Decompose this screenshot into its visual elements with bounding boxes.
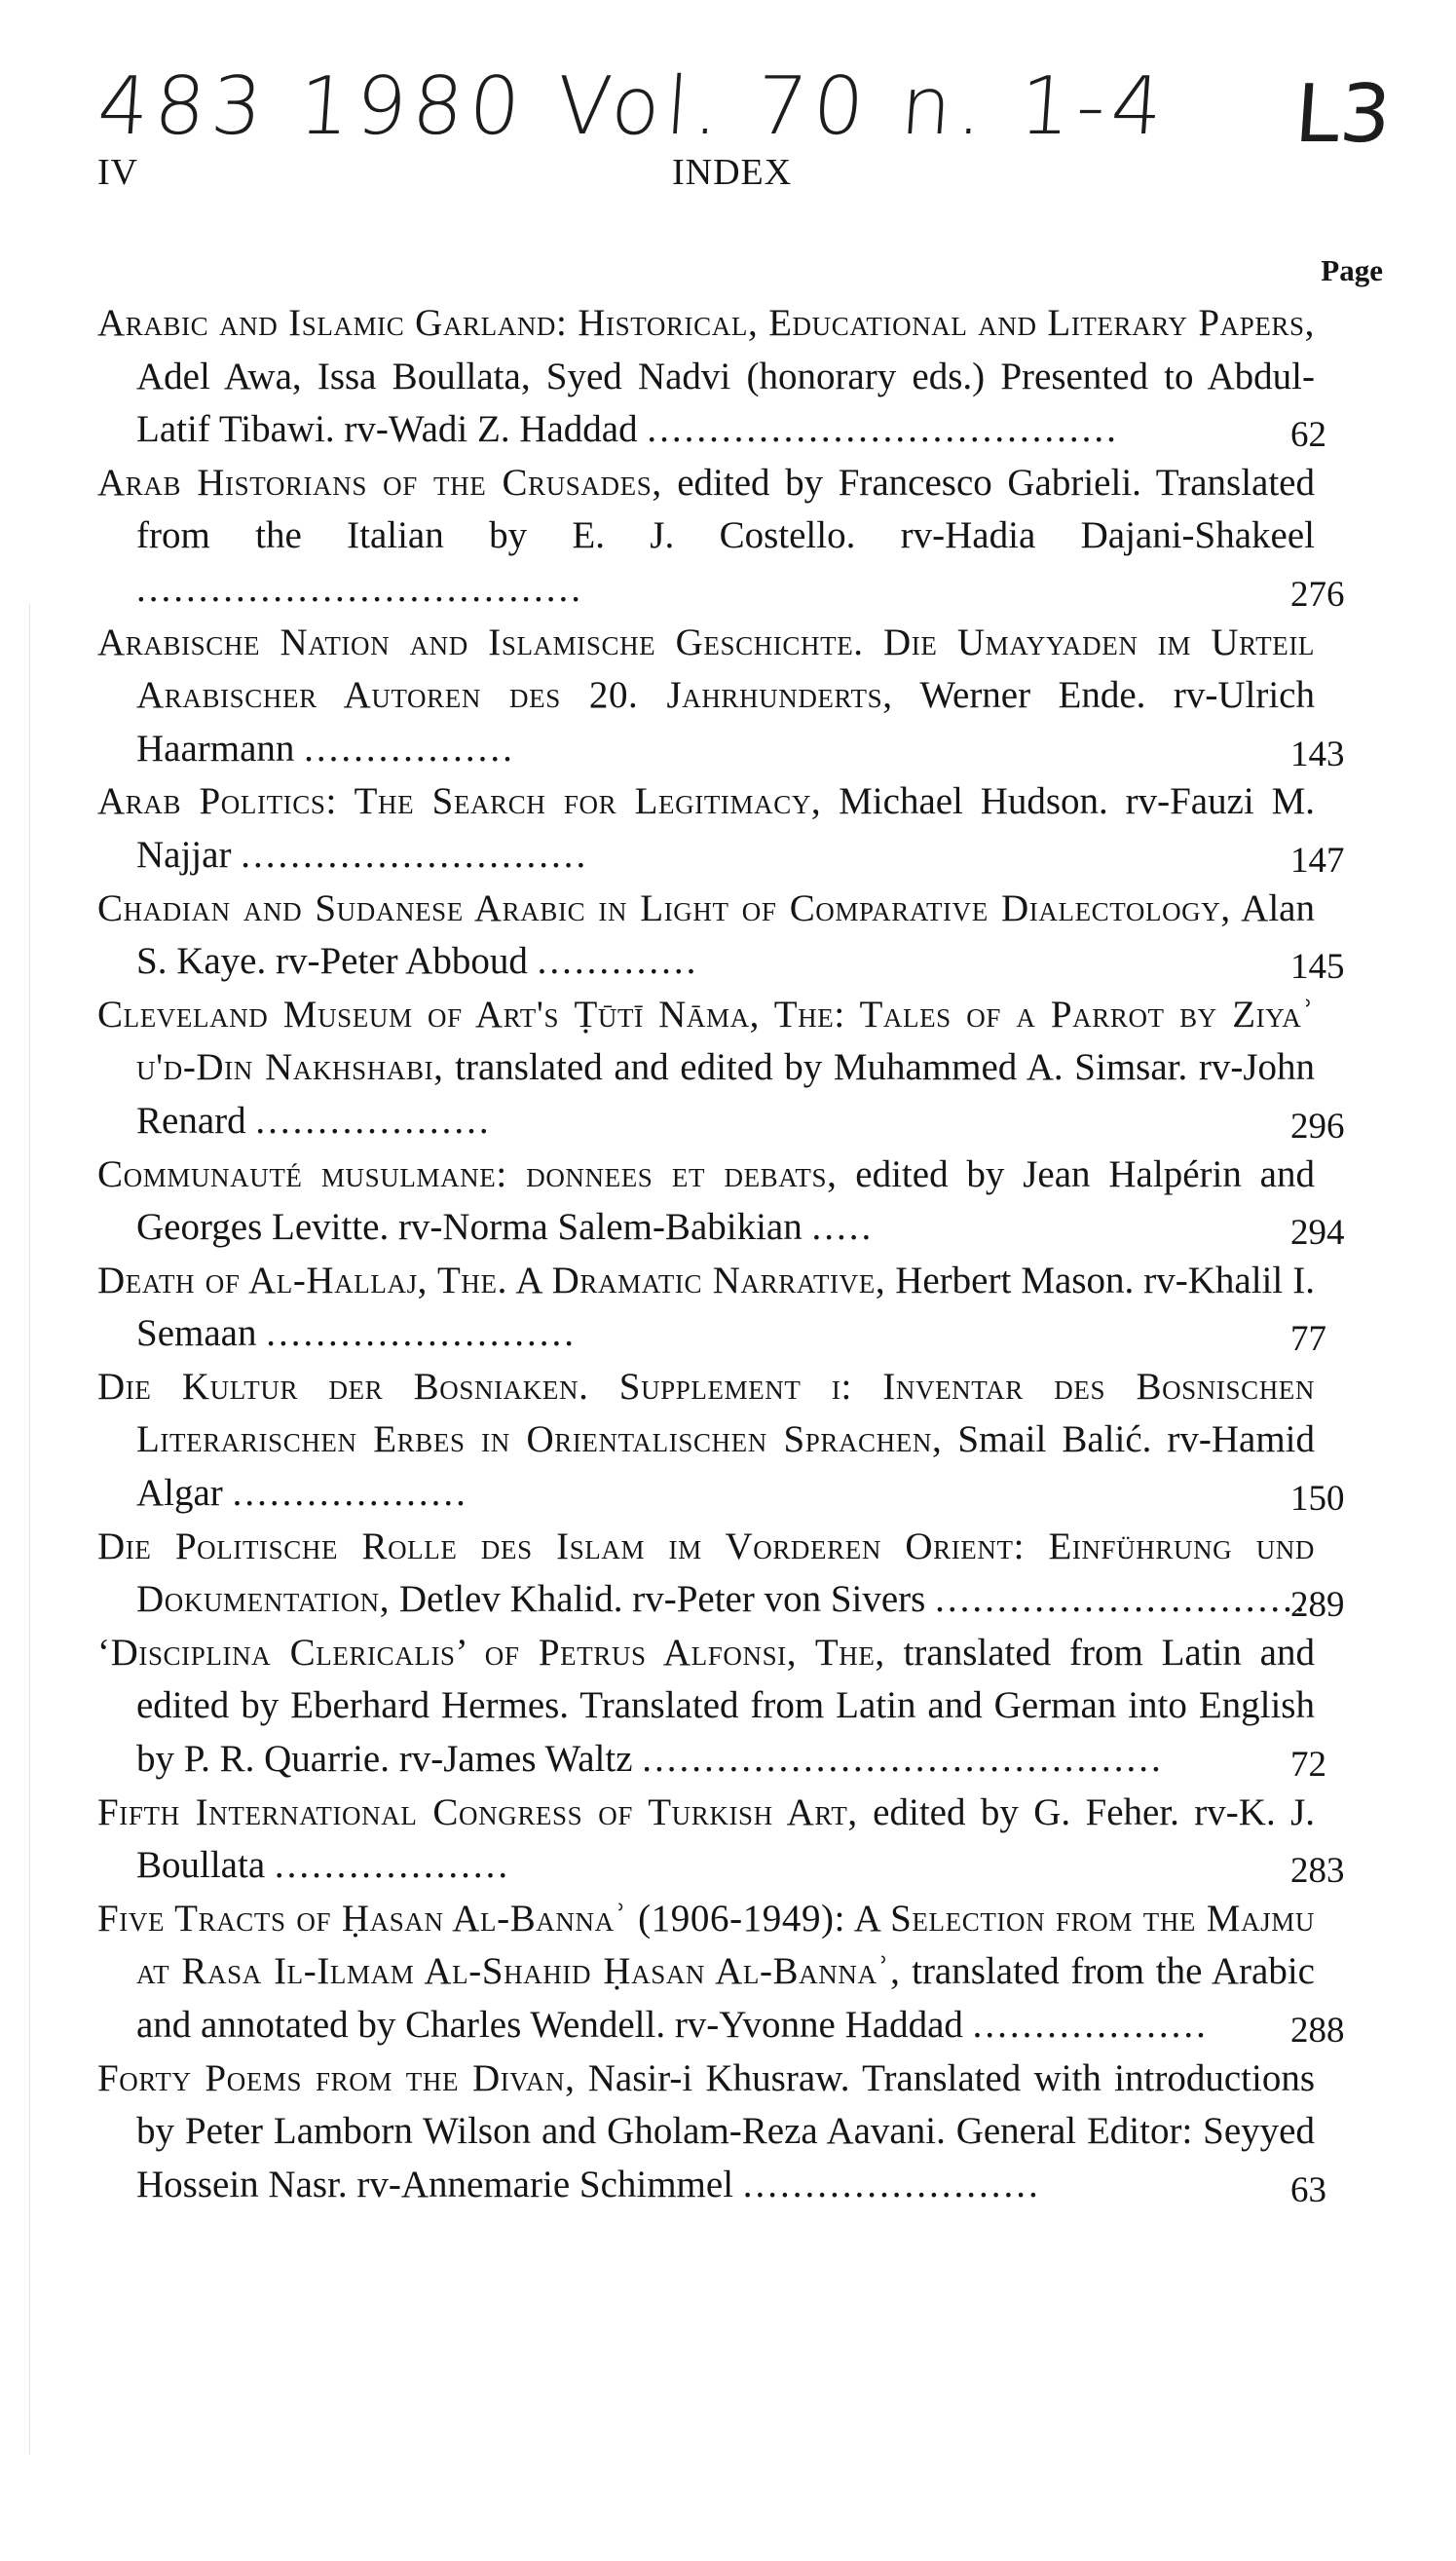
dot-leader: .................................... xyxy=(136,567,583,610)
entry-details: translated and edited by Muhammed A. Simsar. rv-John Renard xyxy=(136,1046,1315,1142)
entry-page-number: 77 xyxy=(1290,1319,1326,1360)
entry-details: edited by Francesco Gabrieli. Translated from the Italian by E. J. Costello. rv-Hadia Dajani-Shakeel xyxy=(136,461,1315,557)
entry-title: Arab Politics: The Search for Legitimacy, xyxy=(97,780,822,823)
index-entry xyxy=(97,1149,1345,1255)
index-entry xyxy=(97,883,1345,989)
entry-title: Death of Al-Hallaj, The. A Dramatic Narrative, xyxy=(97,1259,886,1301)
entry-title: Chadian and Sudanese Arabic in Light of Comparative Dialectology, xyxy=(97,886,1231,929)
entry-page-number: 63 xyxy=(1290,2169,1326,2210)
entry-details: Herbert Mason. rv-Khalil I. Semaan xyxy=(136,1259,1315,1355)
entry-details: Detlev Khalid. rv-Peter von Sivers xyxy=(390,1578,926,1621)
entry-title: Die Politische Rolle des Islam im Vorderen Orient: Einführung und Dokumentation, xyxy=(97,1525,1315,1621)
index-entry xyxy=(97,457,1345,617)
entry-page-number: 296 xyxy=(1290,1106,1345,1147)
index-entry xyxy=(97,1361,1345,1521)
dot-leader: .............................. xyxy=(935,1578,1308,1621)
dot-leader: ................... xyxy=(972,2004,1209,2046)
index-entry xyxy=(97,775,1345,882)
entry-title: Communauté musulmane: donnees et debats, xyxy=(97,1152,838,1195)
dot-leader: ............. xyxy=(537,940,699,983)
dot-leader: ..... xyxy=(811,1206,875,1249)
entry-page-number: 145 xyxy=(1290,947,1345,988)
page-title: INDEX xyxy=(672,152,793,193)
index-entry xyxy=(97,617,1345,776)
entry-title: ‘Disciplina Clericalis’ of Petrus Alfonsi, The, xyxy=(97,1631,885,1674)
dot-leader: ................. xyxy=(304,727,515,770)
entry-page-number: 62 xyxy=(1290,415,1326,456)
dot-leader: ............................ xyxy=(241,833,589,876)
entry-page-number: 276 xyxy=(1290,574,1345,615)
entry-page-number: 289 xyxy=(1290,1585,1345,1626)
index-entry xyxy=(97,1787,1345,1893)
index-entry xyxy=(97,1627,1326,1787)
dot-leader: ................... xyxy=(232,1472,468,1515)
dot-leader: ................... xyxy=(274,1844,511,1887)
entry-page-number: 150 xyxy=(1290,1479,1345,1520)
entry-details: Smail Balić. rv-Hamid Algar xyxy=(136,1418,1315,1515)
entry-title: Five Tracts of Ḥasan Al-Bannaʾ (1906-1949): A Selection from the Majmu at Rasa Il-Ilmam Al-Shahid Ḥasan Al-Bannaʾ, xyxy=(97,1897,1315,1993)
index-entry xyxy=(97,1255,1326,1361)
entry-title: Die Kultur der Bosniaken. Supplement i: Inventar des Bosnischen Literarischen Erbes in Orientalischen Sprachen, xyxy=(97,1365,1315,1461)
entry-page-number: 288 xyxy=(1290,2011,1345,2051)
dot-leader: ...................................... xyxy=(647,408,1119,451)
index-entry xyxy=(97,1893,1345,2053)
entry-details: translated from the Arabic and annotated by Charles Wendell. rv-Yvonne Haddad xyxy=(136,1950,1315,2046)
entry-page-number: 72 xyxy=(1290,1745,1326,1786)
entry-details: Michael Hudson. rv-Fauzi M. Najjar xyxy=(136,780,1315,876)
entry-details: Adel Awa, Issa Boullata, Syed Nadvi (honorary eds.) Presented to Abdul-Latif Tibawi. rv-Wadi Z. Haddad xyxy=(136,355,1315,451)
entry-details: translated from Latin and edited by Eberhard Hermes. Translated from Latin and German into English by P. R. Quarrie. rv-James Waltz xyxy=(136,1631,1315,1781)
index-entry xyxy=(97,989,1345,1149)
dot-leader: ......................... xyxy=(266,1312,577,1355)
index-entry xyxy=(97,2053,1326,2212)
entry-details: Nasir-i Khusraw. Translated with introductions by Peter Lamborn Wilson and Gholam-Reza Aavani. General Editor: Seyyed Hossein Nasr. rv-Annemarie Schimmel xyxy=(136,2056,1315,2205)
entry-page-number: 147 xyxy=(1290,840,1345,881)
handwritten-corner-mark: L3 xyxy=(1291,68,1395,161)
index-list xyxy=(0,297,1456,2211)
page-roman-numeral: IV xyxy=(97,152,139,193)
entry-details: edited by G. Feher. rv-K. J. Boullata xyxy=(136,1790,1316,1887)
dot-leader: ........................ xyxy=(742,2163,1041,2205)
entry-title: Cleveland Museum of Art's Ṭūtī Nāma, The: Tales of a Parrot by Ziyaʾ u'd-Din Nakhshabi, xyxy=(97,993,1315,1089)
entry-page-number: 283 xyxy=(1290,1851,1345,1892)
index-entry xyxy=(97,1521,1345,1627)
entry-details: Alan S. Kaye. rv-Peter Abboud xyxy=(136,886,1315,983)
index-entry xyxy=(97,297,1326,457)
dot-leader: ................... xyxy=(255,1099,492,1142)
entry-title: Forty Poems from the Divan, xyxy=(97,2056,576,2099)
entry-title: Arabische Nation and Islamische Geschichte. Die Umayyaden im Urteil Arabischer Autoren des 20. Jahrhunderts, xyxy=(97,621,1315,717)
entry-details: edited by Jean Halpérin and Georges Levitte. rv-Norma Salem-Babikian xyxy=(136,1152,1315,1249)
entry-title: Arab Historians of the Crusades, xyxy=(97,461,662,504)
dot-leader: .......................................... xyxy=(642,1738,1164,1781)
entry-details: Werner Ende. rv-Ulrich Haarmann xyxy=(136,674,1315,770)
page-column-label: Page xyxy=(1321,253,1383,287)
entry-page-number: 143 xyxy=(1290,734,1345,774)
entry-page-number: 294 xyxy=(1290,1213,1345,1254)
handwritten-shelfmark: 483 1980 Vol. 70 n. 1-4 xyxy=(94,60,1172,153)
entry-title: Fifth International Congress of Turkish Art, xyxy=(97,1790,858,1833)
entry-title: Arabic and Islamic Garland: Historical, Educational and Literary Papers, xyxy=(97,302,1315,344)
